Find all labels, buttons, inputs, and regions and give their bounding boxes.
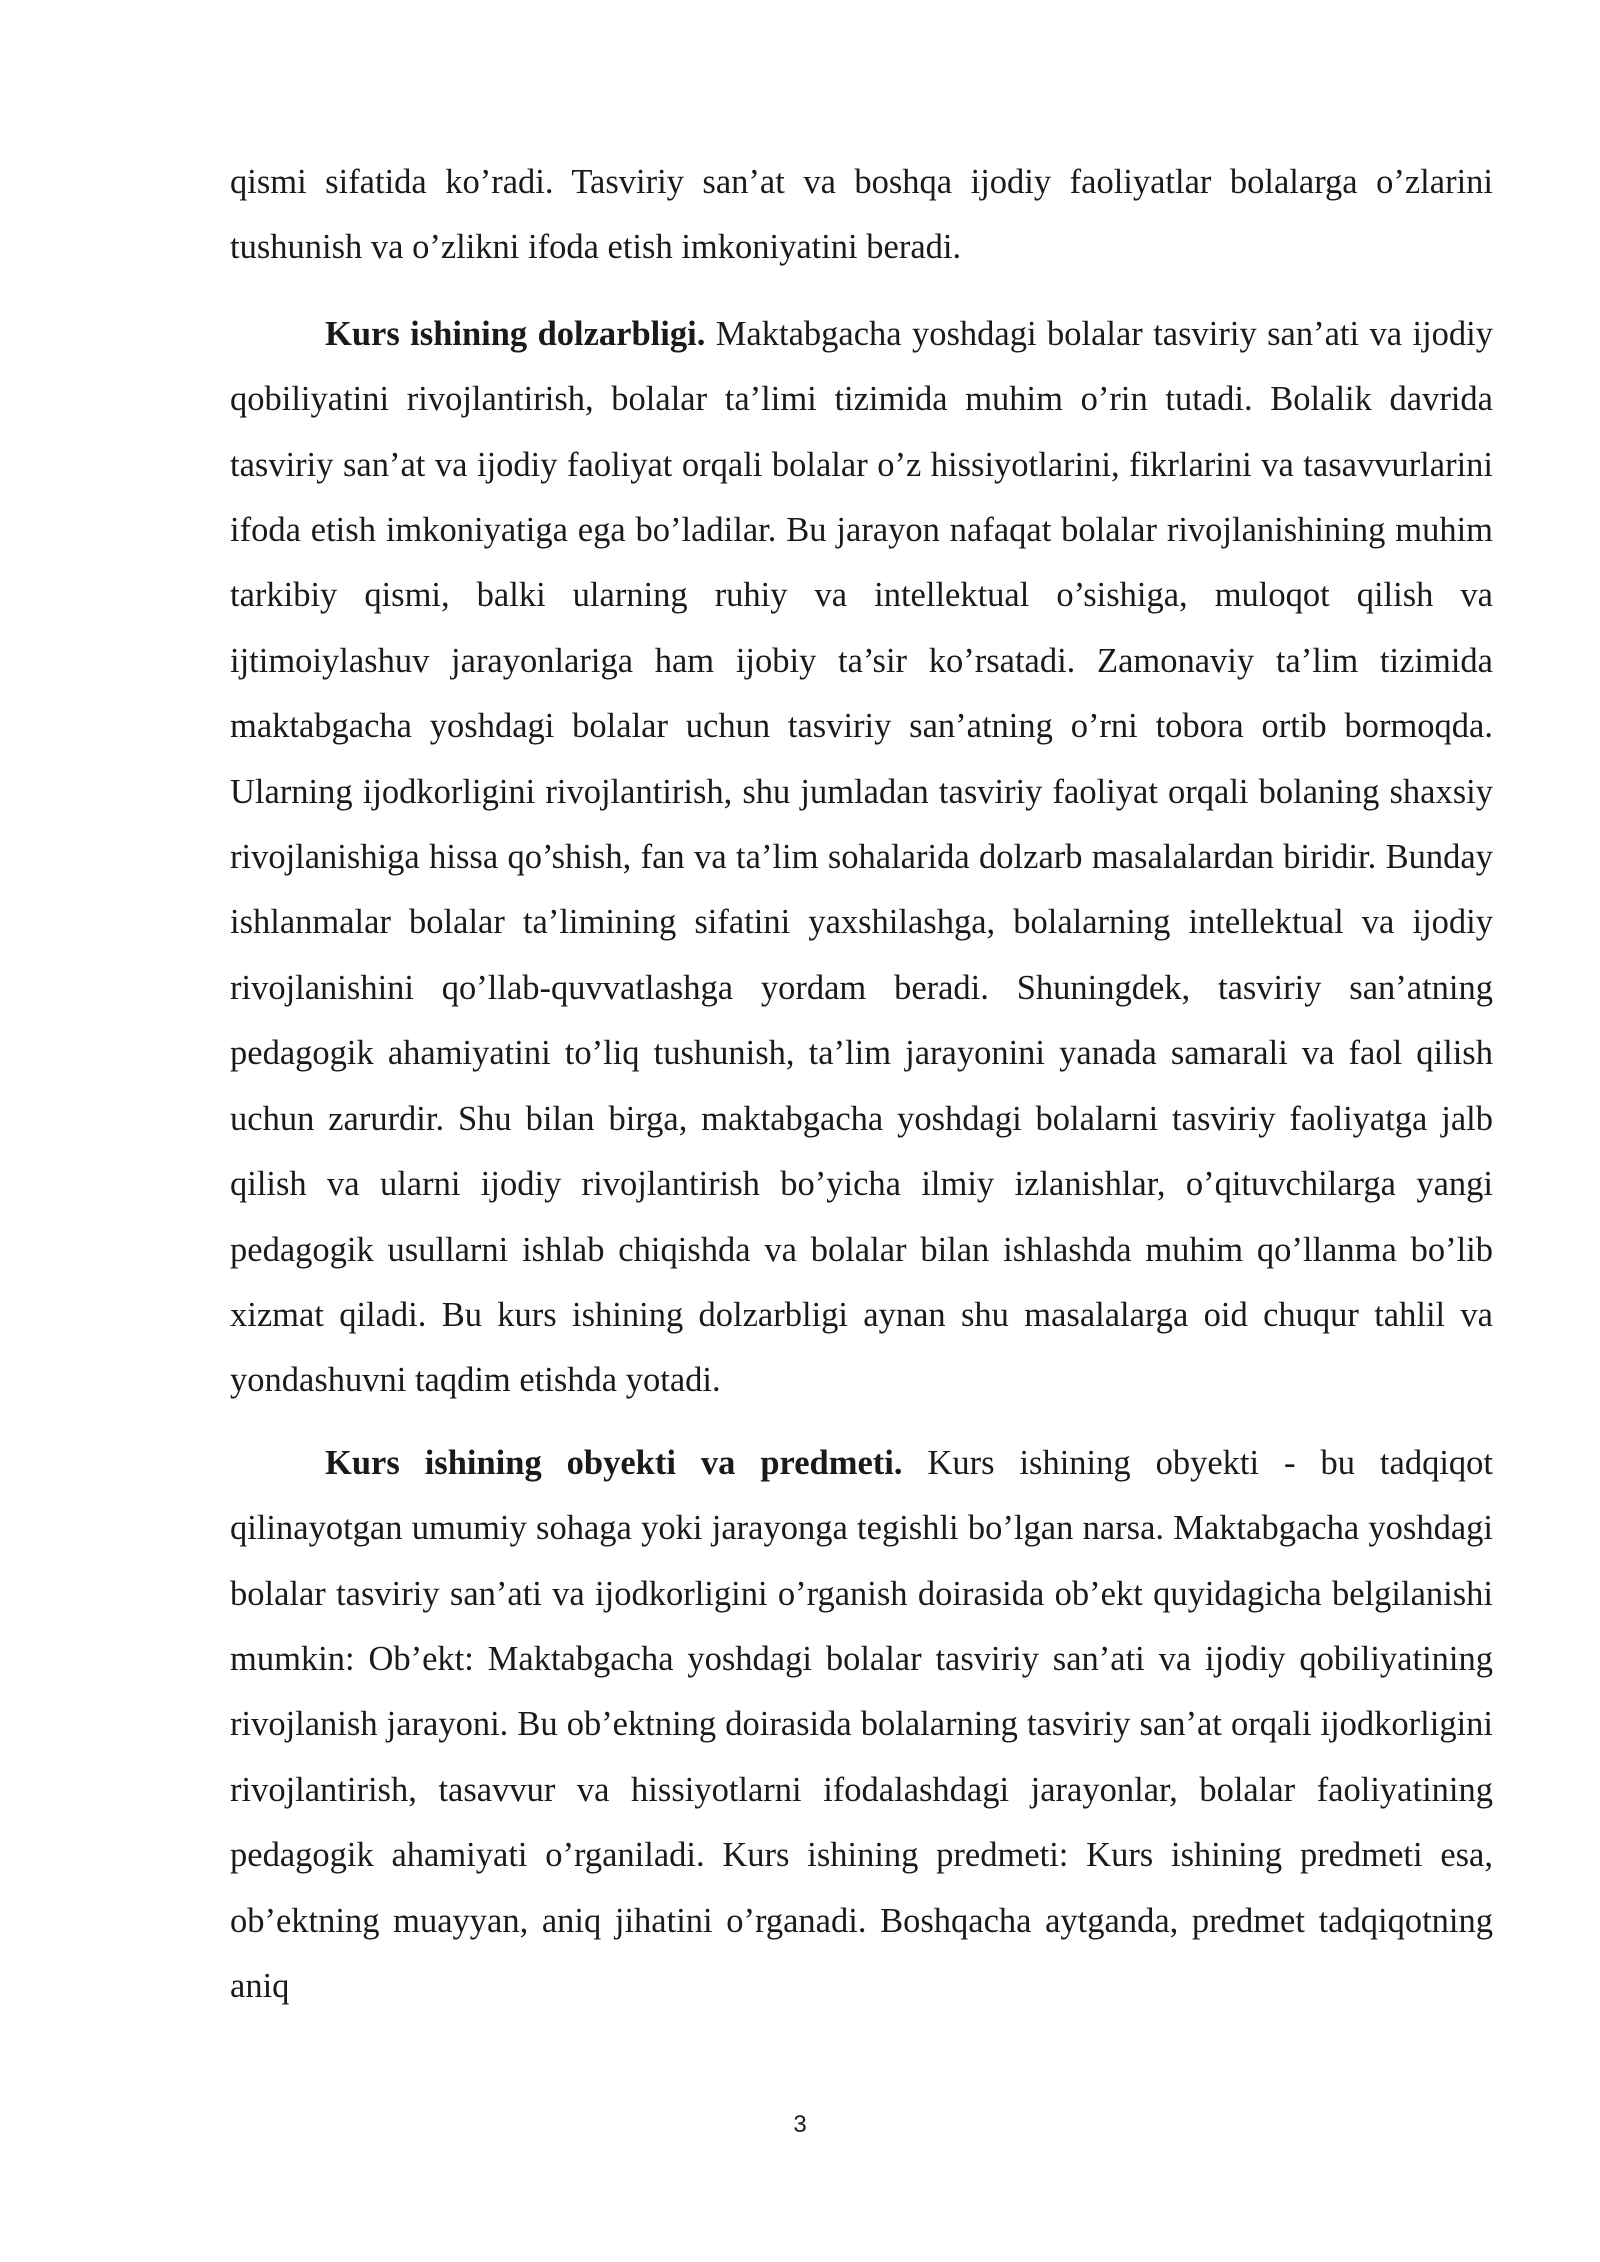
paragraph-dolzarbligi bbox=[230, 302, 1493, 1414]
section-heading-obyekti-predmeti: Kurs ishining obyekti va predmeti. bbox=[325, 1443, 903, 1482]
paragraph-text: Kurs ishining obyekti - bu tadqiqot qilinayotgan umumiy sohaga yoki jarayonga tegishli bo’lgan narsa. Maktabgacha yoshdagi bolalar tasviriy san’ati va ijodkorligini o’rganish doirasida ob’ekt quyidagicha belgilanishi mumkin: Ob’ekt: Maktabgacha yoshdagi bolalar tasviriy san’ati va ijodiy qobiliyatining rivojlanish jarayoni. Bu ob’ektning doirasida bolalarning tasviriy san’at orqali ijodkorligini rivojlantirish, tasavvur va hissiyotlarni ifodalashdagi jarayonlar, bolalar faoliyatining pedagogik ahamiyati o’rganiladi. Kurs ishining predmeti: Kurs ishining predmeti esa, ob’ektning muayyan, aniq jihatini o’rganadi. Boshqacha aytganda, predmet tadqiqotning aniq bbox=[230, 1443, 1493, 2005]
document-body bbox=[230, 150, 1493, 2019]
paragraph-continuation bbox=[230, 150, 1493, 281]
section-heading-dolzarbligi: Kurs ishining dolzarbligi. bbox=[325, 314, 706, 353]
paragraph-text: Maktabgacha yoshdagi bolalar tasviriy san’ati va ijodiy qobiliyatini rivojlantirish, bolalar ta’limi tizimida muhim o’rin tutadi. Bolalik davrida tasviriy san’at va ijodiy faoliyat orqali bolalar o’z hissiyotlarini, fikrlarini va tasavvurlarini ifoda etish imkoniyatiga ega bo’ladilar. Bu jarayon nafaqat bolalar rivojlanishining muhim tarkibiy qismi, balki ularning ruhiy va intellektual o’sishiga, muloqot qilish va ijtimoiylashuv jarayonlariga ham ijobiy ta’sir ko’rsatadi. Zamonaviy ta’lim tizimida maktabgacha yoshdagi bolalar uchun tasviriy san’atning o’rni tobora ortib bormoqda. Ularning ijodkorligini rivojlantirish, shu jumladan tasviriy faoliyat orqali bolaning shaxsiy rivojlanishiga hissa qo’shish, fan va ta’lim sohalarida dolzarb masalalardan biridir. Bunday ishlanmalar bolalar ta’limining sifatini yaxshilashga, bolalarning intellektual va ijodiy rivojlanishini qo’llab-quvvatlashga yordam beradi. Shuningdek, tasviriy san’atning pedagogik ahamiyatini to’liq tushunish, ta’lim jarayonini yanada samarali va faol qilish uchun zarurdir. Shu bilan birga, maktabgacha yoshdagi bolalarni tasviriy faoliyatga jalb qilish va ularni ijodiy rivojlantirish bo’yicha ilmiy izlanishlar, o’qituvchilarga yangi pedagogik usullarni ishlab chiqishda va bolalar bilan ishlashda muhim qo’llanma bo’lib xizmat qiladi. Bu kurs ishining dolzarbligi aynan shu masalalarga oid chuqur tahlil va yondashuvni taqdim etishda yotadi. bbox=[230, 314, 1493, 1400]
page-number: 3 bbox=[793, 2111, 807, 2138]
paragraph-obyekti-predmeti bbox=[230, 1431, 1493, 2020]
paragraph-text: qismi sifatida ko’radi. Tasviriy san’at va boshqa ijodiy faoliyatlar bolalarga o’zlarini tushunish va o’zlikni ifoda etish imkoniyatini beradi. bbox=[230, 163, 1493, 267]
